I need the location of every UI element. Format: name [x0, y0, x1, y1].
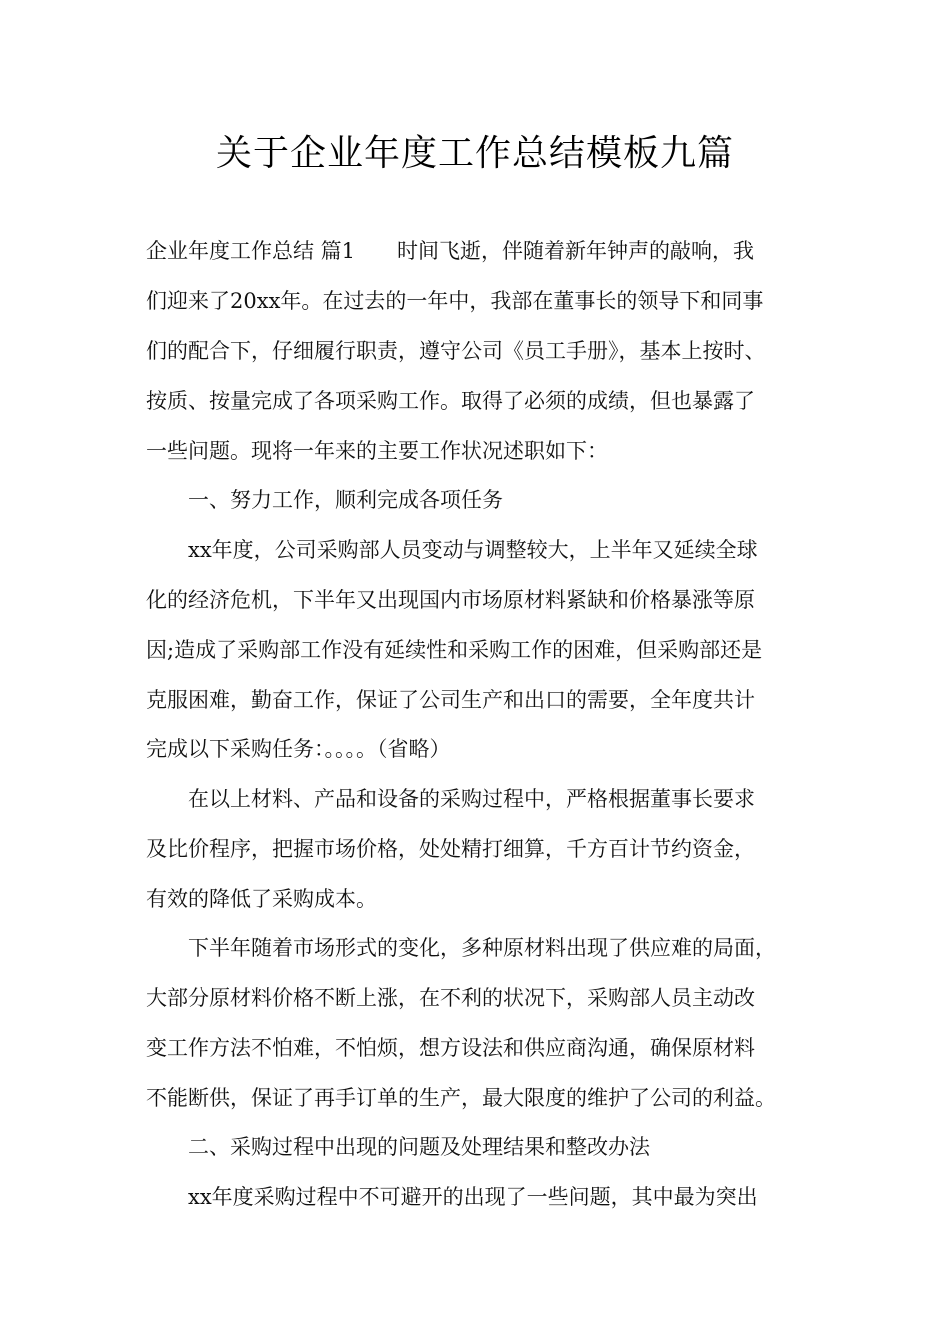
paragraph-line: 们迎来了20xx年。在过去的一年中，我部在董事长的领导下和同事: [146, 289, 764, 313]
paragraph-line: 按质、按量完成了各项采购工作。取得了必须的成绩，但也暴露了: [146, 389, 755, 413]
paragraph-line: 变工作方法不怕难，不怕烦，想方设法和供应商沟通，确保原材料: [146, 1036, 755, 1060]
paragraph-line: xx年度，公司采购部人员变动与调整较大，上半年又延续全球: [188, 538, 758, 562]
paragraph-line: 及比价程序，把握市场价格，处处精打细算，千方百计节约资金，: [146, 837, 755, 861]
paragraph-line: 一些问题。现将一年来的主要工作状况述职如下：: [146, 439, 608, 463]
paragraph-line: 完成以下采购任务：。。。。（省略）: [146, 737, 451, 761]
paragraph-line: 有效的降低了采购成本。: [146, 887, 377, 911]
paragraph-line: 们的配合下，仔细履行职责，遵守公司《员工手册》，基本上按时、: [146, 339, 766, 363]
paragraph-line: [146, 236, 754, 266]
section-heading: 二、采购过程中出现的问题及处理结果和整改办法: [188, 1135, 650, 1159]
paragraph-line: 化的经济危机，下半年又出现国内市场原材料紧缺和价格暴涨等原: [146, 588, 755, 612]
section-heading: 企业年度工作总结 篇1: [146, 239, 356, 263]
paragraph-line: 在以上材料、产品和设备的采购过程中，严格根据董事长要求: [188, 787, 755, 811]
paragraph-line: xx年度采购过程中不可避开的出现了一些问题，其中最为突出: [188, 1185, 758, 1209]
paragraph-line: 下半年随着市场形式的变化，多种原材料出现了供应难的局面，: [188, 936, 776, 960]
paragraph-line: 克服困难，勤奋工作，保证了公司生产和出口的需要，全年度共计: [146, 688, 755, 712]
section-heading: 一、努力工作，顺利完成各项任务: [188, 488, 503, 512]
document-title: 关于企业年度工作总结模板九篇: [215, 133, 734, 174]
paragraph-line: 大部分原材料价格不断上涨，在不利的状况下，采购部人员主动改: [146, 986, 755, 1010]
paragraph-text: 时间飞逝，伴随着新年钟声的敲响，我: [397, 239, 755, 263]
paragraph-line: 因;造成了采购部工作没有延续性和采购工作的困难，但采购部还是: [146, 638, 763, 662]
paragraph-line: 不能断供，保证了再手订单的生产，最大限度的维护了公司的利益。: [146, 1086, 776, 1110]
